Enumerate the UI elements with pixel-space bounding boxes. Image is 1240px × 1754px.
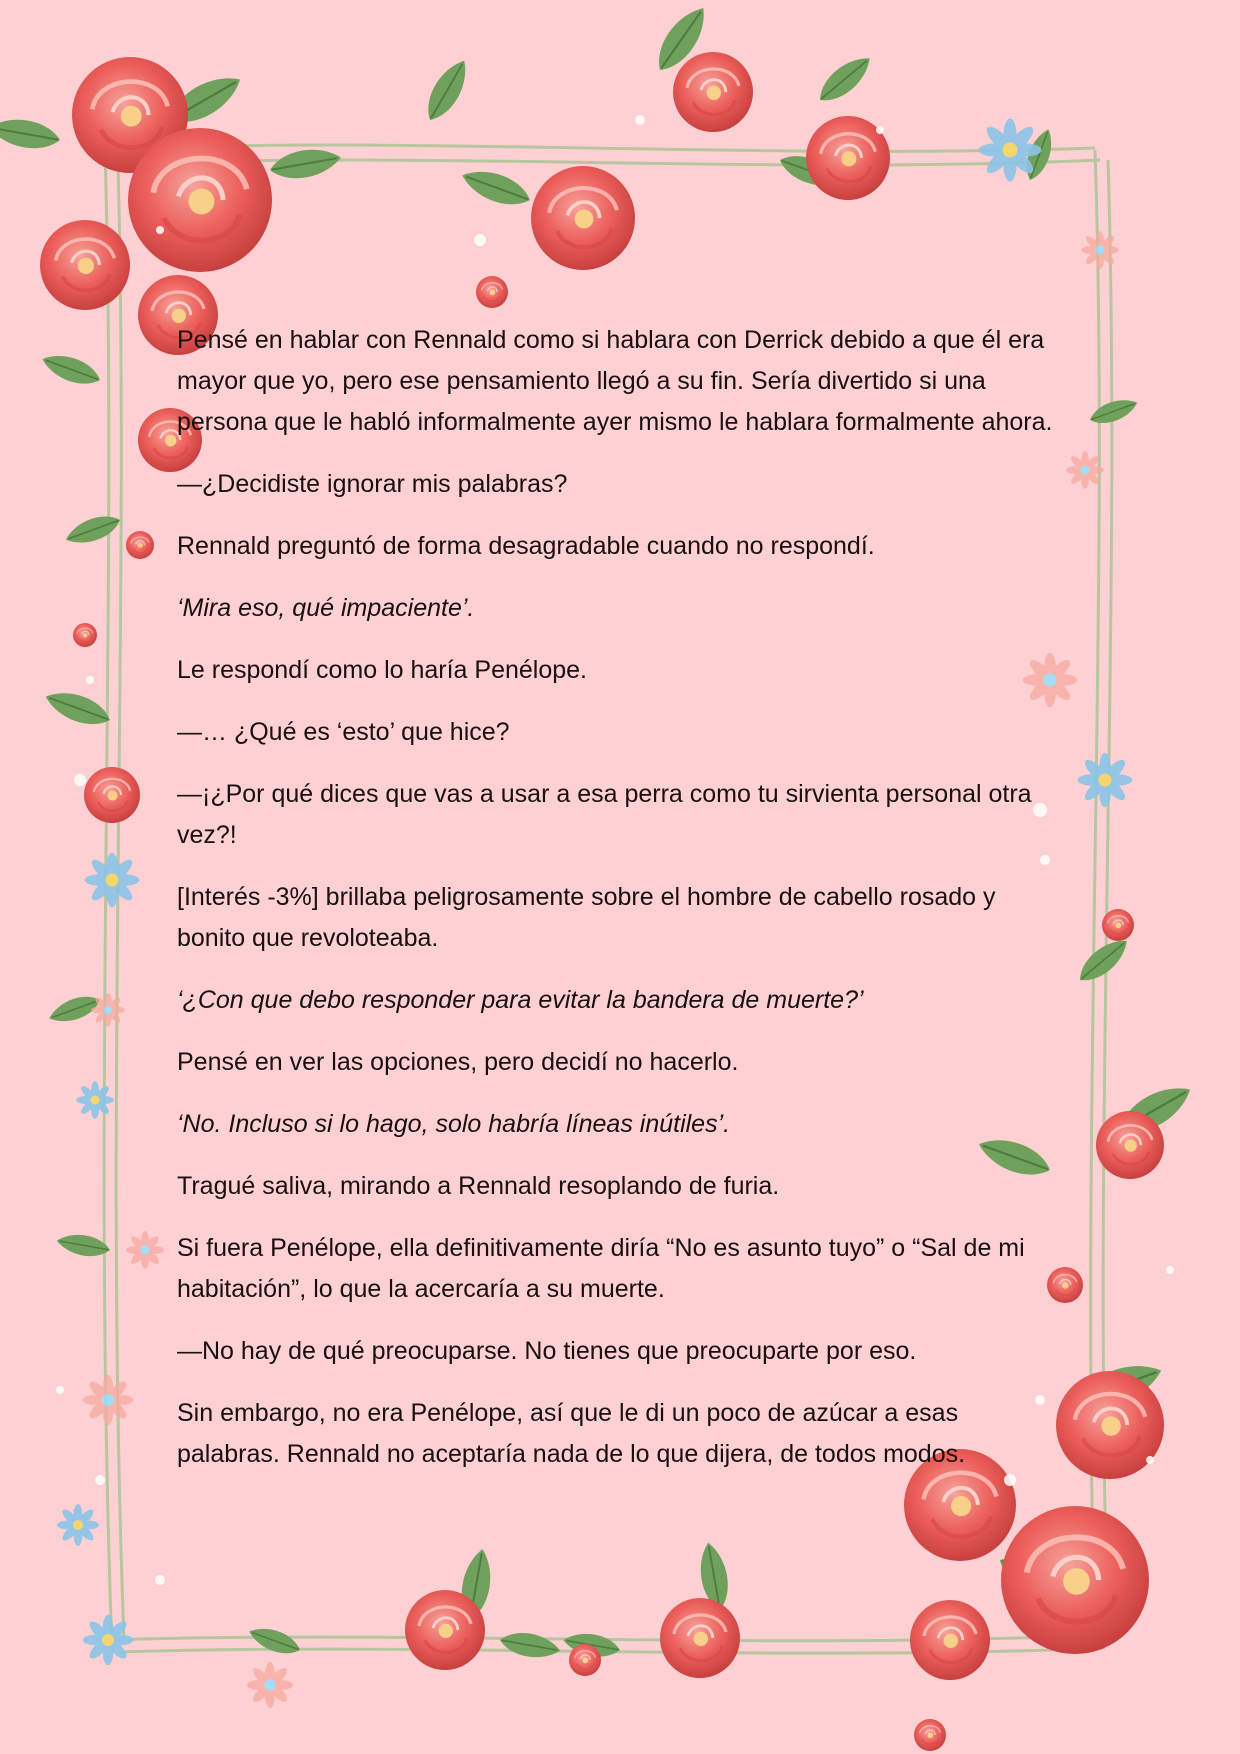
thought-line: ‘¿Con que debo responder para evitar la bandera de muerte?’ bbox=[177, 986, 864, 1014]
paragraph: Pensé en hablar con Rennald como si hablara con Derrick debido a que él era mayor que yo, pero ese pensamiento llegó a su fin. Sería divertido si una persona que le habló informalmente ayer mismo le hablara formalmente ahora. bbox=[177, 326, 1053, 436]
thought-line: ‘Mira eso, qué impaciente’. bbox=[177, 594, 475, 622]
story-text bbox=[177, 320, 1057, 1496]
paragraph: Pensé en ver las opciones, pero decidí no hacerlo. bbox=[177, 1048, 739, 1076]
paragraph: Rennald preguntó de forma desagradable cuando no respondí. bbox=[177, 532, 875, 560]
thought-line: ‘No. Incluso si lo hago, solo habría líneas inútiles’. bbox=[177, 1110, 731, 1138]
paragraph: Tragué saliva, mirando a Rennald resoplando de furia. bbox=[177, 1172, 780, 1200]
paragraph: Le respondí como lo haría Penélope. bbox=[177, 656, 587, 684]
paragraph: [Interés -3%] brillaba peligrosamente sobre el hombre de cabello rosado y bonito que revoloteaba. bbox=[177, 883, 996, 952]
dialogue-line: —No hay de qué preocuparse. No tienes que preocuparte por eso. bbox=[177, 1337, 917, 1365]
dialogue-line: —¿Decidiste ignorar mis palabras? bbox=[177, 470, 568, 498]
paragraph: Si fuera Penélope, ella definitivamente diría “No es asunto tuyo” o “Sal de mi habitación”, lo que la acercaría a su muerte. bbox=[177, 1234, 1025, 1303]
paragraph: Sin embargo, no era Penélope, así que le di un poco de azúcar a esas palabras. Rennald no aceptaría nada de lo que dijera, de todos modos. bbox=[177, 1399, 966, 1468]
dialogue-line: —… ¿Qué es ‘esto’ que hice? bbox=[177, 718, 510, 746]
dialogue-line: —¡¿Por qué dices que vas a usar a esa perra como tu sirvienta personal otra vez?! bbox=[177, 780, 1032, 849]
